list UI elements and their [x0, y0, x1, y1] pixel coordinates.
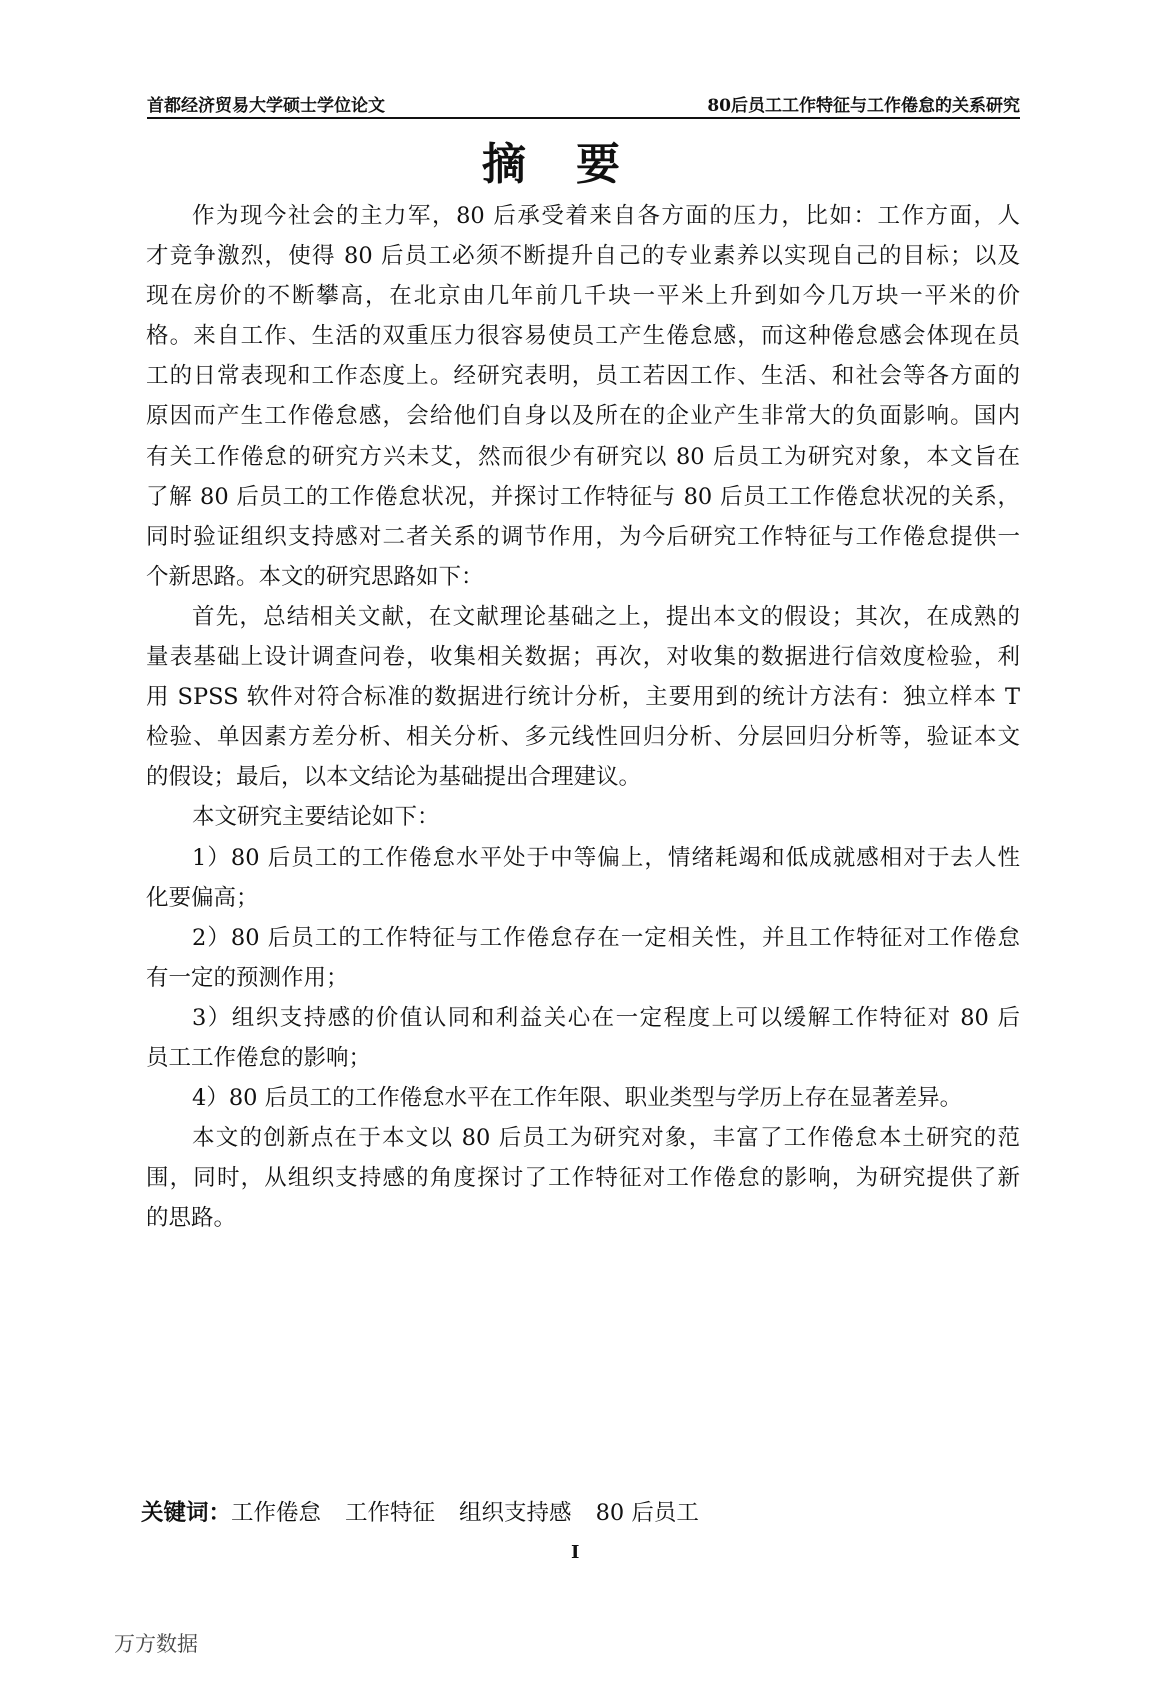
paragraph-line: 了解 80 后员工的工作倦怠状况，并探讨工作特征与 80 后员工工作倦怠状况的关系， [146, 483, 1020, 510]
paragraph-line: 首先，总结相关文献，在文献理论基础之上，提出本文的假设；其次，在成熟的 [192, 603, 1020, 630]
paragraph-line: 的假设；最后，以本文结论为基础提出合理建议。 [146, 764, 642, 791]
header-university: 首都经济贸易大学硕士学位论文 [147, 96, 385, 116]
paragraph-line: 作为现今社会的主力军，80 后承受着来自各方面的压力，比如：工作方面，人 [192, 203, 1020, 229]
paragraph-line: 围，同时，从组织支持感的角度探讨了工作特征对工作倦怠的影响，为研究提供了新 [146, 1165, 1020, 1192]
paragraph-line: 量表基础上设计调查问卷，收集相关数据；再次，对收集的数据进行信效度检验，利 [146, 644, 1020, 671]
paragraph-line: 本文研究主要结论如下： [192, 804, 440, 831]
paragraph-line: 才竞争激烈，使得 80 后员工必须不断提升自己的专业素养以实现自己的目标；以及 [146, 243, 1020, 270]
paragraph-line: 有关工作倦怠的研究方兴未艾，然而很少有研究以 80 后员工为研究对象，本文旨在 [146, 443, 1020, 470]
paragraph-line: 检验、单因素方差分析、相关分析、多元线性回归分析、分层回归分析等，验证本文 [146, 724, 1020, 751]
paragraph-line: 2）80 后员工的工作特征与工作倦怠存在一定相关性，并且工作特征对工作倦怠 [192, 924, 1020, 951]
abstract-body [146, 196, 1020, 1238]
keywords-label: 关键词： [141, 1500, 232, 1526]
keyword: 工作倦怠 [231, 1500, 322, 1526]
paragraph-line: 3）组织支持感的价值认同和利益关心在一定程度上可以缓解工作特征对 80 后 [192, 1004, 1020, 1031]
paragraph-line: 用 SPSS 软件对符合标准的数据进行统计分析，主要用到的统计方法有：独立样本 T [146, 684, 1020, 711]
paragraph-line: 员工工作倦怠的影响； [146, 1044, 372, 1071]
keywords [141, 1495, 699, 1527]
paragraph-line: 化要偏高； [146, 884, 259, 911]
keyword: 工作特征 [345, 1500, 436, 1526]
paragraph-line: 原因而产生工作倦怠感，会给他们自身以及所在的企业产生非常大的负面影响。国内 [146, 403, 1020, 430]
page-title: 摘要 [482, 139, 670, 190]
paragraph-line: 现在房价的不断攀高，在北京由几年前几千块一平米上升到如今几万块一平米的价 [146, 283, 1020, 310]
page-number: I [571, 1542, 580, 1563]
keyword: 组织支持感 [459, 1500, 572, 1526]
watermark: 万方数据 [114, 1632, 198, 1656]
header-thesis-title: 80后员工工作特征与工作倦怠的关系研究 [707, 96, 1020, 116]
paragraph-line: 格。来自工作、生活的双重压力很容易使员工产生倦怠感，而这种倦怠感会体现在员 [146, 323, 1020, 350]
paragraph-line: 工的日常表现和工作态度上。经研究表明，员工若因工作、生活、和社会等各方面的 [146, 363, 1020, 390]
keyword: 80 后员工 [595, 1500, 699, 1526]
paragraph-line: 1）80 后员工的工作倦怠水平处于中等偏上，情绪耗竭和低成就感相对于去人性 [192, 844, 1020, 871]
paragraph-line: 有一定的预测作用； [146, 964, 349, 991]
running-header [147, 93, 1020, 119]
paragraph-line: 个新思路。本文的研究思路如下： [146, 563, 484, 590]
paragraph-line: 的思路。 [146, 1205, 237, 1232]
paragraph-line: 4）80 后员工的工作倦怠水平在工作年限、职业类型与学历上存在显著差异。 [192, 1085, 963, 1112]
paragraph-line: 同时验证组织支持感对二者关系的调节作用，为今后研究工作特征与工作倦怠提供一 [146, 523, 1020, 550]
paragraph-line: 本文的创新点在于本文以 80 后员工为研究对象，丰富了工作倦怠本土研究的范 [192, 1125, 1020, 1152]
